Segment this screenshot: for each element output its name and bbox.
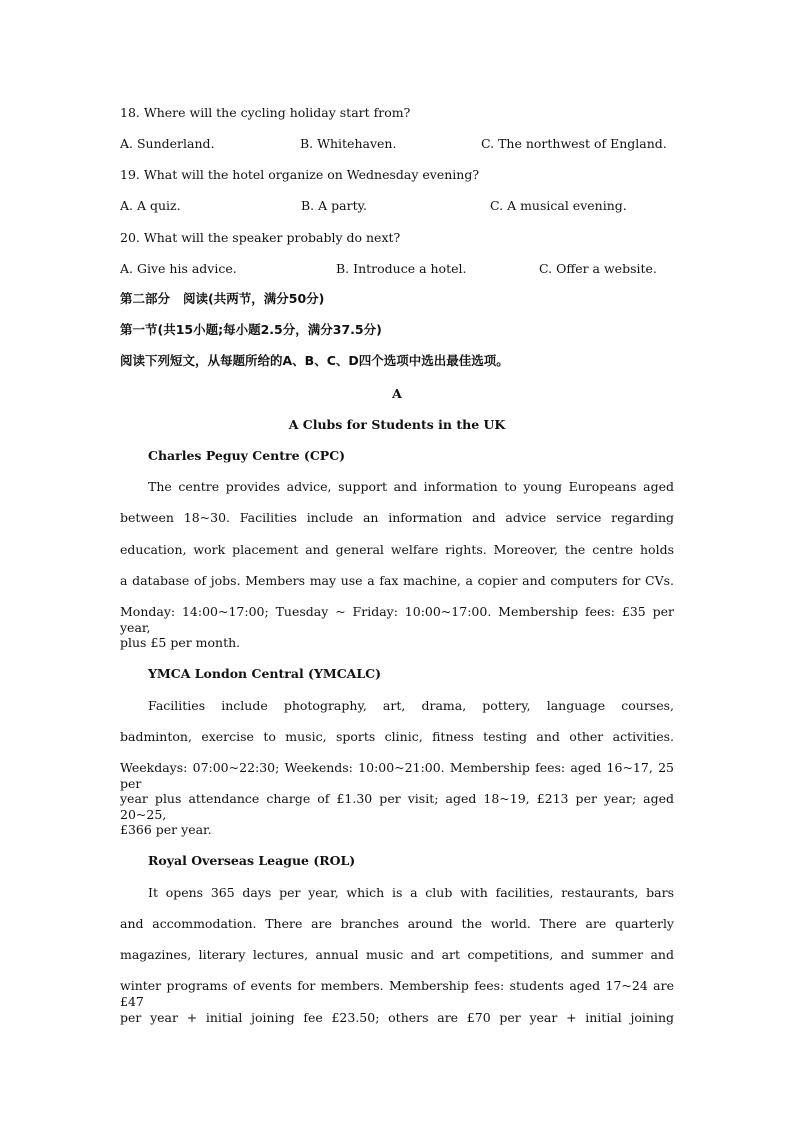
passage-label: A xyxy=(392,386,402,401)
question-18-option-c: C. The northwest of England. xyxy=(481,136,667,151)
part-two-title: 第二部分 阅读(共两节，满分50分) xyxy=(120,291,325,306)
club-ymcalc-line: £366 per year. xyxy=(120,822,212,837)
club-heading-cpc: Charles Peguy Centre (CPC) xyxy=(148,448,346,463)
club-rol-line: per year + initial joining fee £23.50; others are £70 per year + initial joining xyxy=(120,1010,674,1025)
club-cpc-line: Monday: 14:00~17:00; Tuesday ~ Friday: 10:00~17:00. Membership fees: £35 per year, xyxy=(120,604,674,635)
club-rol-line: It opens 365 days per year, which is a club with facilities, restaurants, bars xyxy=(148,885,674,900)
question-20-option-b: B. Introduce a hotel. xyxy=(336,261,467,276)
club-heading-ymcalc: YMCA London Central (YMCALC) xyxy=(148,666,382,681)
club-rol-line: winter programs of events for members. Membership fees: students aged 17~24 are £47 xyxy=(120,978,674,1009)
question-19-option-a: A. A quiz. xyxy=(120,198,181,213)
club-ymcalc-line: Weekdays: 07:00~22:30; Weekends: 10:00~21:00. Membership fees: aged 16~17, 25 per xyxy=(120,760,674,791)
question-18-option-a: A. Sunderland. xyxy=(120,136,215,151)
club-heading-rol: Royal Overseas League (ROL) xyxy=(148,853,356,868)
reading-instruction: 阅读下列短文，从每题所给的A、B、C、D四个选项中选出最佳选项。 xyxy=(120,353,509,368)
question-20-option-a: A. Give his advice. xyxy=(120,261,237,276)
club-ymcalc-line: Facilities include photography, art, drama, pottery, language courses, xyxy=(148,698,674,713)
question-19-option-c: C. A musical evening. xyxy=(490,198,627,213)
club-cpc-line: between 18~30. Facilities include an information and advice service regarding xyxy=(120,510,674,525)
passage-title: A Clubs for Students in the UK xyxy=(288,417,506,432)
club-cpc-line: a database of jobs. Members may use a fax machine, a copier and computers for CVs. xyxy=(120,573,674,588)
club-ymcalc-line: year plus attendance charge of £1.30 per visit; aged 18~19, £213 per year; aged 20~25, xyxy=(120,791,674,822)
club-rol-line: magazines, literary lectures, annual music and art competitions, and summer and xyxy=(120,947,674,962)
club-cpc-line: education, work placement and general welfare rights. Moreover, the centre holds xyxy=(120,542,674,557)
question-18-option-b: B. Whitehaven. xyxy=(300,136,397,151)
club-cpc-line: The centre provides advice, support and information to young Europeans aged xyxy=(148,479,674,494)
question-19-stem: 19. What will the hotel organize on Wednesday evening? xyxy=(120,167,480,182)
club-ymcalc-line: badminton, exercise to music, sports clinic, fitness testing and other activities. xyxy=(120,729,674,744)
section-one-title: 第一节(共15小题;每小题2.5分，满分37.5分) xyxy=(120,322,382,337)
club-rol-line: and accommodation. There are branches around the world. There are quarterly xyxy=(120,916,674,931)
question-19-option-b: B. A party. xyxy=(301,198,367,213)
club-cpc-line: plus £5 per month. xyxy=(120,635,241,650)
question-20-option-c: C. Offer a website. xyxy=(539,261,657,276)
question-20-stem: 20. What will the speaker probably do next? xyxy=(120,230,401,245)
question-18-stem: 18. Where will the cycling holiday start from? xyxy=(120,105,411,120)
